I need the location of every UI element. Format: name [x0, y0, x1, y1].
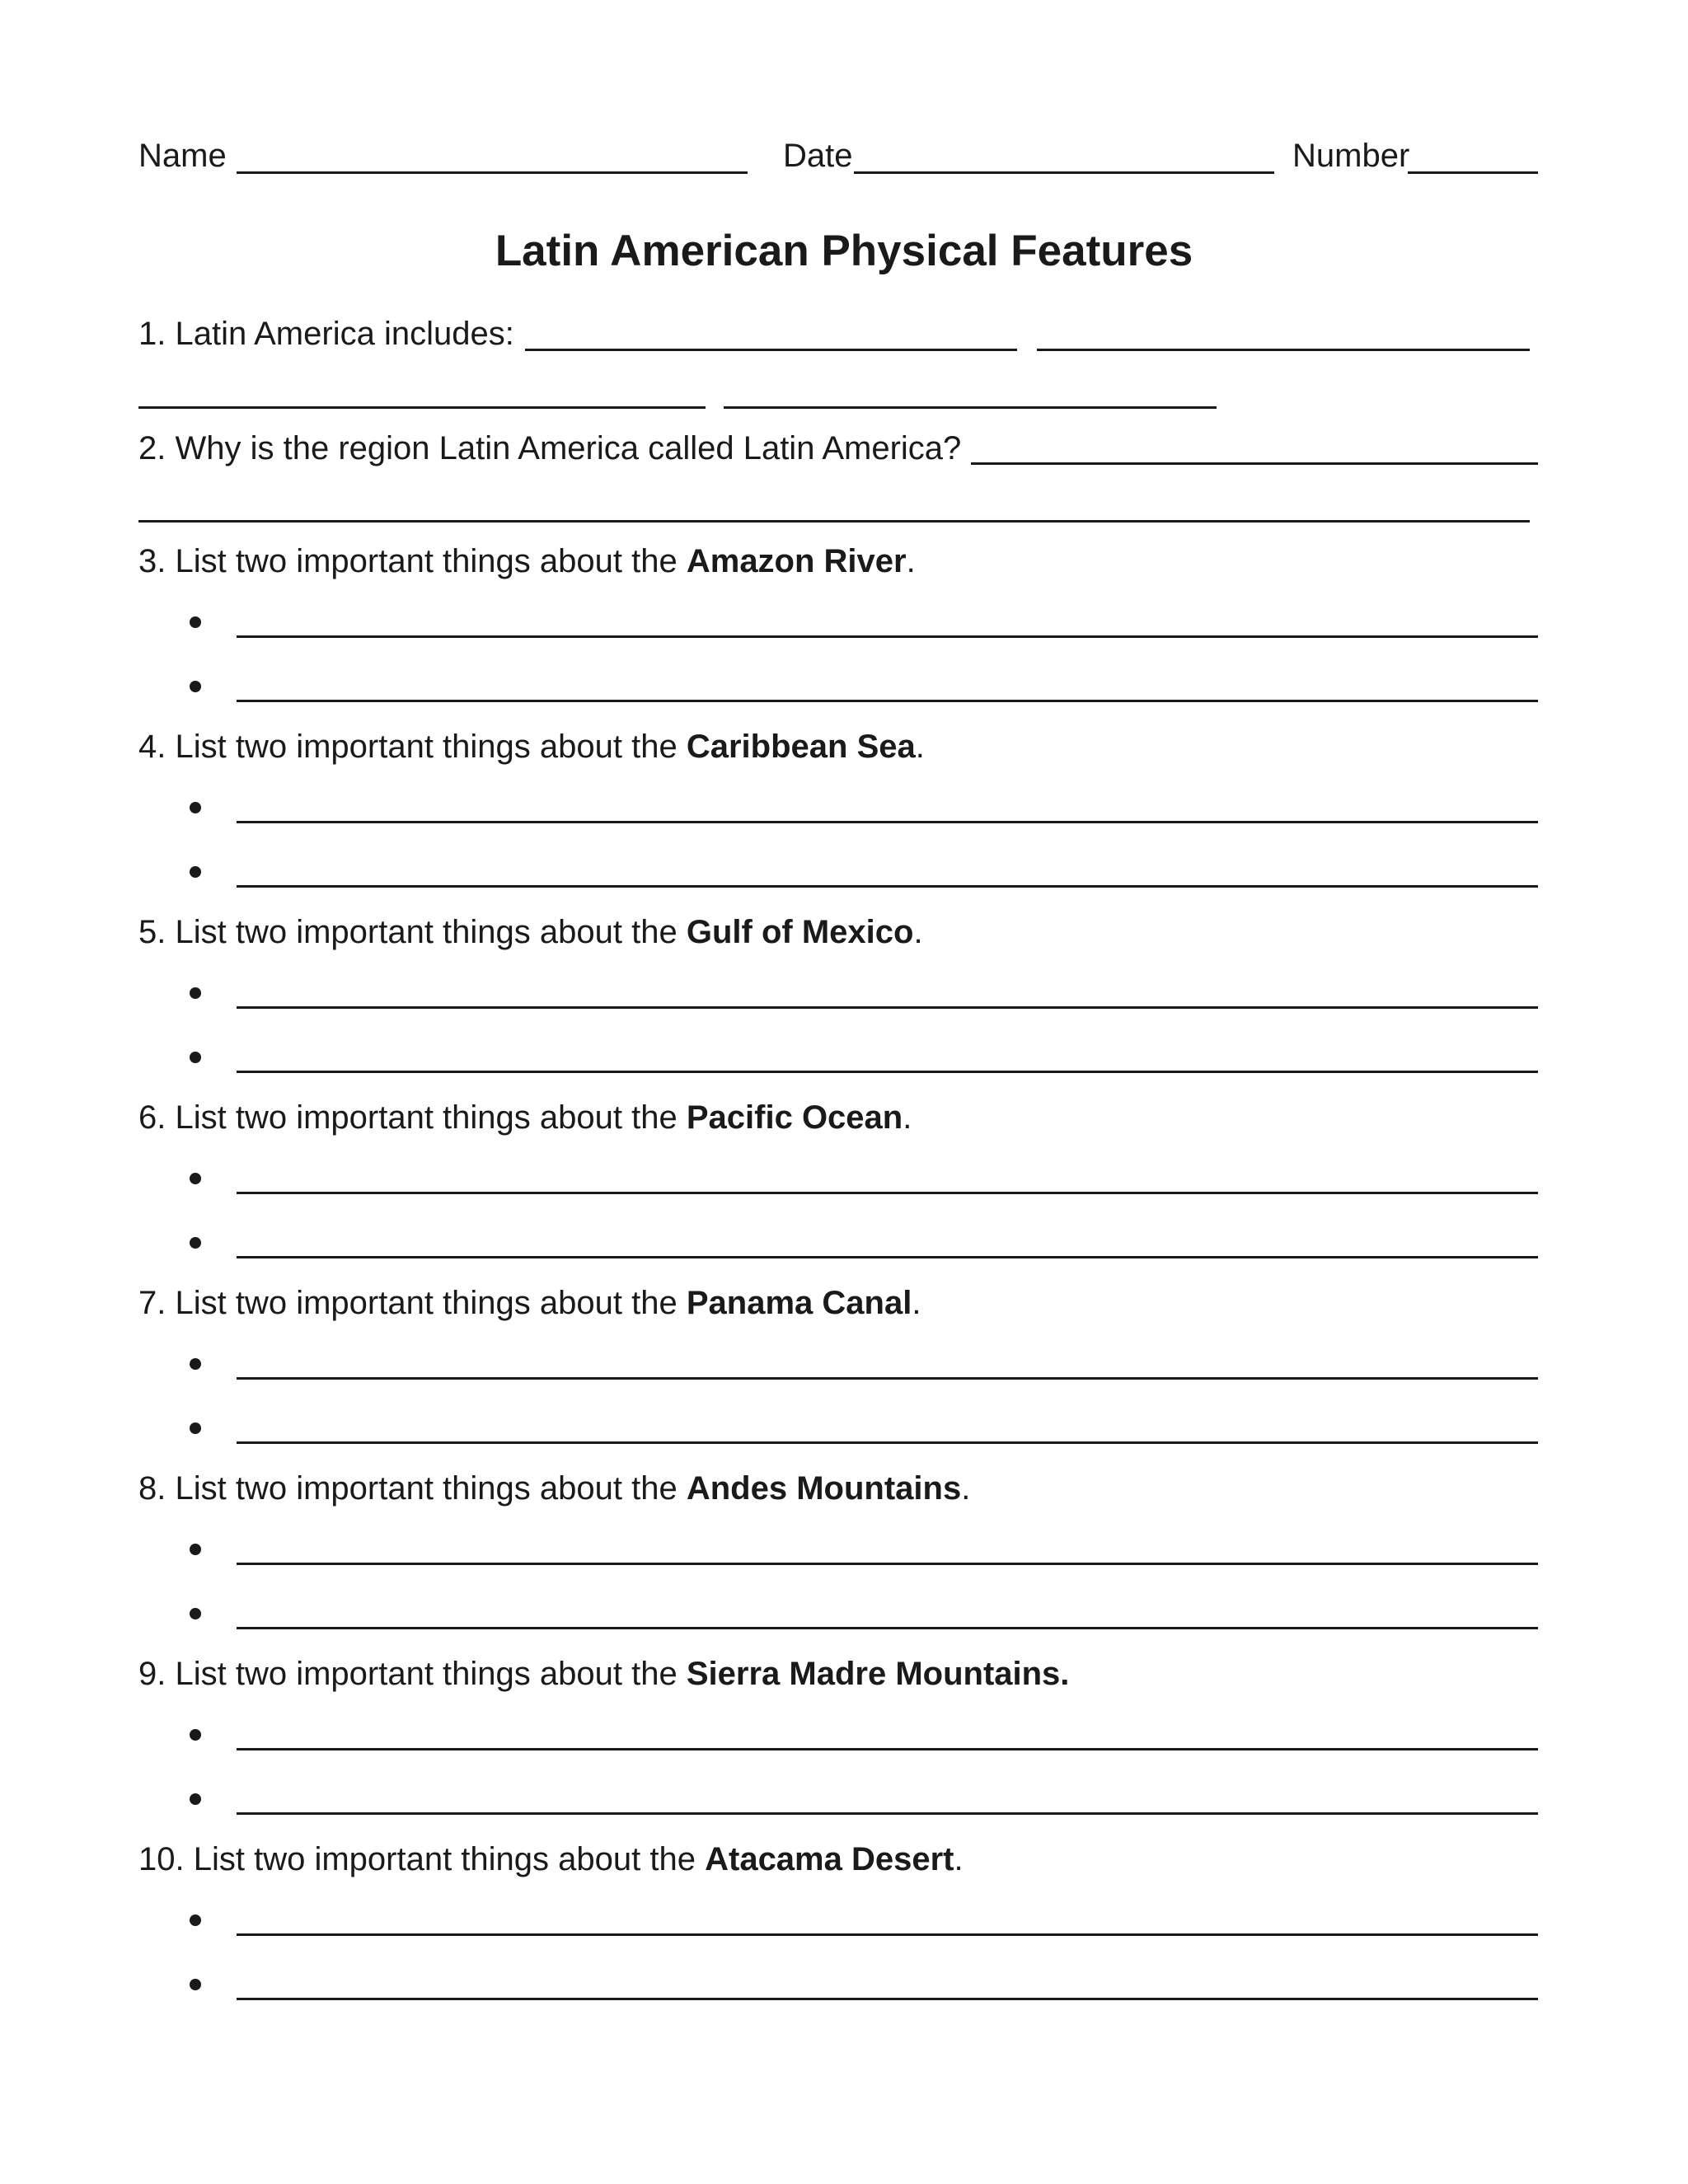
bullet: [190, 1422, 201, 1434]
question-text: List two important things about the: [175, 1285, 678, 1321]
bullet: [190, 681, 201, 692]
date-field-line[interactable]: [854, 171, 1274, 174]
question-subject: Amazon River: [686, 543, 907, 579]
answer-line[interactable]: [138, 520, 1530, 523]
question-text: List two important things about the: [175, 914, 678, 950]
question-text: List two important things about the: [175, 1656, 678, 1692]
answer-line[interactable]: [237, 1812, 1538, 1815]
question-number: 3.: [138, 543, 166, 579]
question-number: 5.: [138, 914, 166, 950]
date-label: Date: [783, 138, 853, 174]
answer-line[interactable]: [237, 1748, 1538, 1750]
question-subject: Atacama Desert: [705, 1841, 954, 1877]
answer-line[interactable]: [237, 700, 1538, 702]
answer-line[interactable]: [237, 885, 1538, 888]
bullet: [190, 1793, 201, 1805]
bullet: [190, 1358, 201, 1370]
bullet: [190, 1979, 201, 1990]
question-suffix: .: [912, 1285, 921, 1321]
answer-line[interactable]: [237, 1441, 1538, 1444]
question-1: [138, 314, 514, 354]
question-number: 2.: [138, 430, 166, 466]
question-text: List two important things about the: [175, 729, 678, 765]
answer-line[interactable]: [237, 1006, 1538, 1009]
page-title: Latin American Physical Features: [495, 227, 1193, 275]
answer-line[interactable]: [237, 1627, 1538, 1629]
bullet: [190, 1544, 201, 1555]
bullet: [190, 1173, 201, 1184]
bullet: [190, 1729, 201, 1741]
answer-line[interactable]: [1037, 349, 1530, 351]
bullet: [190, 1608, 201, 1619]
question-7: [138, 1283, 921, 1323]
question-number: 6.: [138, 1099, 166, 1136]
question-number: 1.: [138, 316, 166, 352]
number-field-line[interactable]: [1408, 171, 1538, 174]
question-5: [138, 912, 923, 952]
bullet: [190, 987, 201, 999]
answer-line[interactable]: [237, 1256, 1538, 1258]
question-number: 4.: [138, 729, 166, 765]
question-subject: Caribbean Sea: [686, 729, 916, 765]
question-number: 10.: [138, 1841, 185, 1877]
answer-line[interactable]: [237, 1192, 1538, 1194]
question-text: List two important things about the: [193, 1841, 696, 1877]
answer-line[interactable]: [138, 406, 706, 409]
bullet: [190, 1052, 201, 1063]
answer-line[interactable]: [724, 406, 1217, 409]
question-suffix: .: [913, 914, 923, 950]
bullet: [190, 1237, 201, 1249]
name-label: Name: [138, 138, 227, 174]
question-suffix: .: [961, 1470, 971, 1507]
answer-line[interactable]: [237, 821, 1538, 823]
question-text: List two important things about the: [175, 543, 678, 579]
answer-line[interactable]: [971, 462, 1538, 465]
question-suffix: .: [954, 1841, 964, 1877]
answer-line[interactable]: [525, 349, 1017, 351]
name-field-line[interactable]: [237, 171, 748, 174]
answer-line[interactable]: [237, 1998, 1538, 2000]
question-text: List two important things about the: [175, 1470, 678, 1507]
question-suffix: .: [906, 543, 916, 579]
question-suffix: .: [903, 1099, 912, 1136]
question-6: [138, 1098, 912, 1137]
bullet: [190, 616, 201, 628]
question-suffix: .: [915, 729, 925, 765]
answer-line[interactable]: [237, 1071, 1538, 1073]
question-text: Why is the region Latin America called Latin America?: [175, 430, 962, 466]
question-10: [138, 1840, 964, 1879]
question-9: [138, 1654, 1069, 1694]
question-subject: Pacific Ocean: [686, 1099, 903, 1136]
question-subject: Sierra Madre Mountains.: [686, 1656, 1070, 1692]
question-subject: Andes Mountains: [686, 1470, 962, 1507]
question-text: Latin America includes:: [175, 316, 514, 352]
bullet: [190, 866, 201, 878]
number-label: Number: [1292, 138, 1410, 174]
question-text: List two important things about the: [175, 1099, 678, 1136]
bullet: [190, 1915, 201, 1926]
question-8: [138, 1469, 970, 1508]
question-number: 8.: [138, 1470, 166, 1507]
question-subject: Panama Canal: [686, 1285, 912, 1321]
bullet: [190, 802, 201, 813]
answer-line[interactable]: [237, 1933, 1538, 1936]
question-number: 9.: [138, 1656, 166, 1692]
question-number: 7.: [138, 1285, 166, 1321]
question-3: [138, 541, 916, 581]
answer-line[interactable]: [237, 1377, 1538, 1380]
question-4: [138, 727, 925, 766]
question-subject: Gulf of Mexico: [686, 914, 914, 950]
answer-line[interactable]: [237, 1563, 1538, 1565]
question-2: [138, 429, 961, 468]
answer-line[interactable]: [237, 635, 1538, 638]
